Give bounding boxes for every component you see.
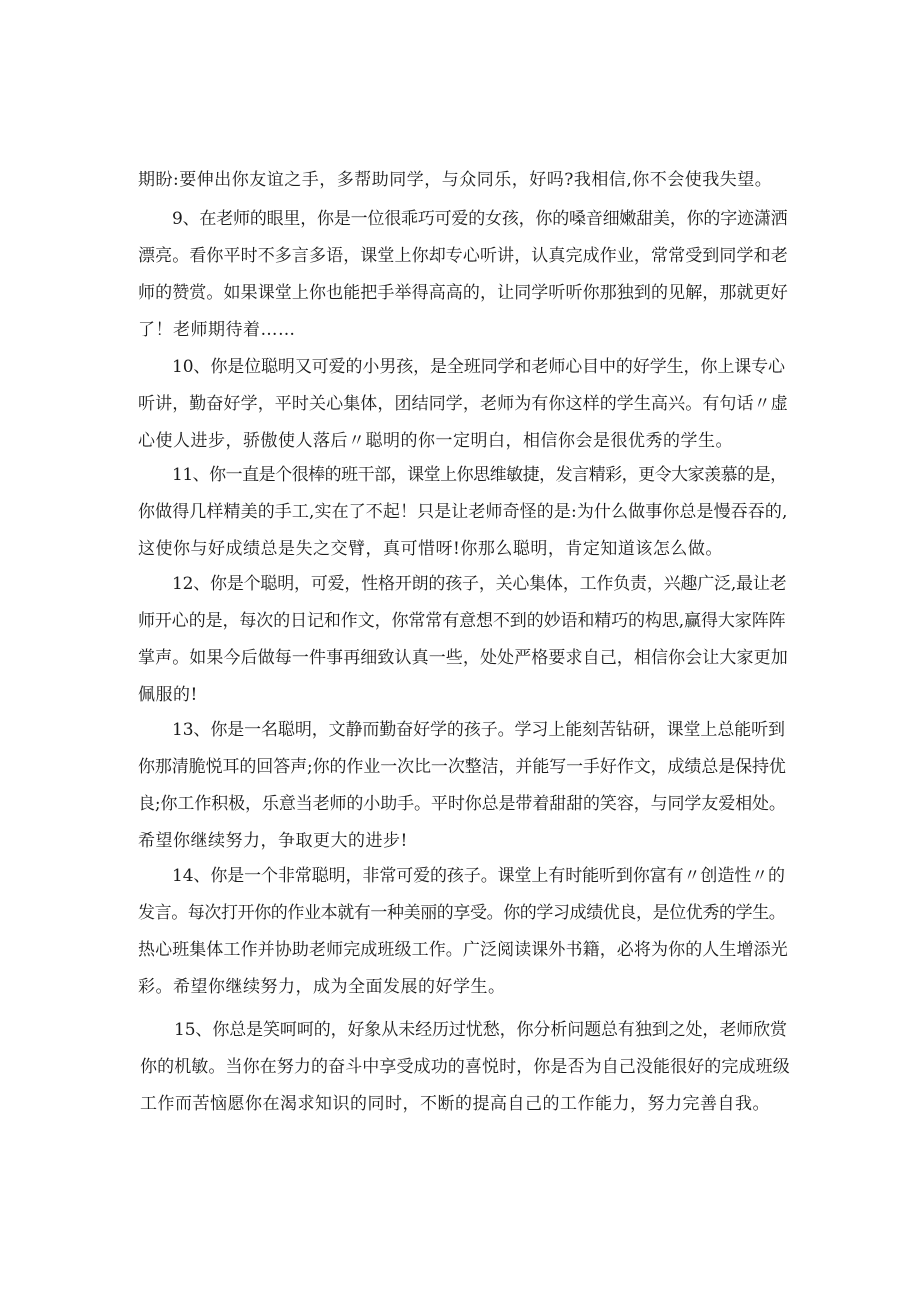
text-line: 发言。每次打开你的作业本就有一种美丽的享受。你的学习成绩优良，是位优秀的学生。 (138, 903, 786, 923)
text-line: 这使你与好成绩总是失之交臂，真可惜呀!你那么聪明，肯定知道该怎么做。 (138, 539, 723, 559)
paragraph-10 (138, 349, 788, 460)
text-line: 掌声。如果今后做每一件事再细致认真一些，处处严格要求自己，相信你会让大家更加 (138, 648, 788, 668)
paragraph-14 (138, 858, 788, 1006)
text-line: 希望你继续努力，争取更大的进步! (138, 831, 408, 851)
text-line: 佩服的! (138, 685, 198, 705)
text-line: 热心班集体工作并协助老师完成班级工作。广泛阅读课外书籍，必将为你的人生增添光 (138, 940, 788, 960)
paragraph-15 (140, 1012, 790, 1123)
text-line: 你的机敏。当你在努力的奋斗中享受成功的喜悦时，你是否为自己没能很好的完成班级 (140, 1057, 790, 1077)
paragraph-9 (138, 201, 788, 349)
paragraph-8-closing (138, 162, 788, 199)
text-line: 11、你一直是个很棒的班干部，课堂上你思维敏捷，发言精彩，更令大家羡慕的是， (172, 465, 787, 485)
text-line: 师开心的是，每次的日记和作文，你常常有意想不到的妙语和精巧的构思,赢得大家阵阵 (138, 611, 786, 631)
text-line: 10、你是位聪明又可爱的小男孩，是全班同学和老师心目中的好学生，你上课专心 (172, 357, 785, 377)
text-line: 师的赞赏。如果课堂上你也能把手举得高高的，让同学听听你那独到的见解，那就更好 (138, 283, 788, 303)
text-line: 15、你总是笑呵呵的，好象从未经历过忧愁，你分析问题总有独到之处，老师欣赏 (174, 1020, 787, 1040)
text-line: 12、你是个聪明，可爱，性格开朗的孩子，关心集体，工作负责，兴趣广泛,最让老 (172, 574, 787, 594)
text-line: 期盼:要伸出你友谊之手，多帮助同学，与众同乐，好吗?我相信,你不会使我失望。 (138, 170, 773, 190)
paragraph-13 (138, 712, 788, 860)
text-line: 13、你是一名聪明，文静而勤奋好学的孩子。学习上能刻苦钻研，课堂上总能听到 (172, 720, 785, 740)
text-line: 心使人进步，骄傲使人落后〃聪明的你一定明白，相信你会是很优秀的学生。 (138, 431, 733, 451)
text-line: 工作而苦恼愿你在渴求知识的同时，不断的提高自己的工作能力，努力完善自我。 (140, 1094, 770, 1114)
text-line: 听讲，勤奋好学，平时关心集体，团结同学，老师为有你这样的学生高兴。有句话〃虚 (138, 394, 788, 414)
text-line: 漂亮。看你平时不多言多语，课堂上你却专心听讲，认真完成作业，常常受到同学和老 (138, 246, 788, 266)
text-line: 你那清脆悦耳的回答声;你的作业一次比一次整洁，并能写一手好作文，成绩总是保持优 (138, 757, 786, 777)
text-line: 彩。希望你继续努力，成为全面发展的好学生。 (138, 977, 506, 997)
text-line: 14、你是一个非常聪明，非常可爱的孩子。课堂上有时能听到你富有〃创造性〃的 (172, 866, 785, 886)
text-line: 9、在老师的眼里，你是一位很乖巧可爱的女孩，你的嗓音细嫩甜美，你的字迹潇洒 (172, 209, 788, 229)
text-line: 你做得几样精美的手工,实在了不起！只是让老师奇怪的是:为什么做事你总是慢吞吞的, (138, 502, 788, 522)
paragraph-11 (138, 457, 788, 568)
text-line: 良;你工作积极，乐意当老师的小助手。平时你总是带着甜甜的笑容，与同学友爱相处。 (138, 794, 786, 814)
text-line: 了！老师期待着…… (138, 320, 296, 340)
paragraph-12 (138, 566, 788, 714)
